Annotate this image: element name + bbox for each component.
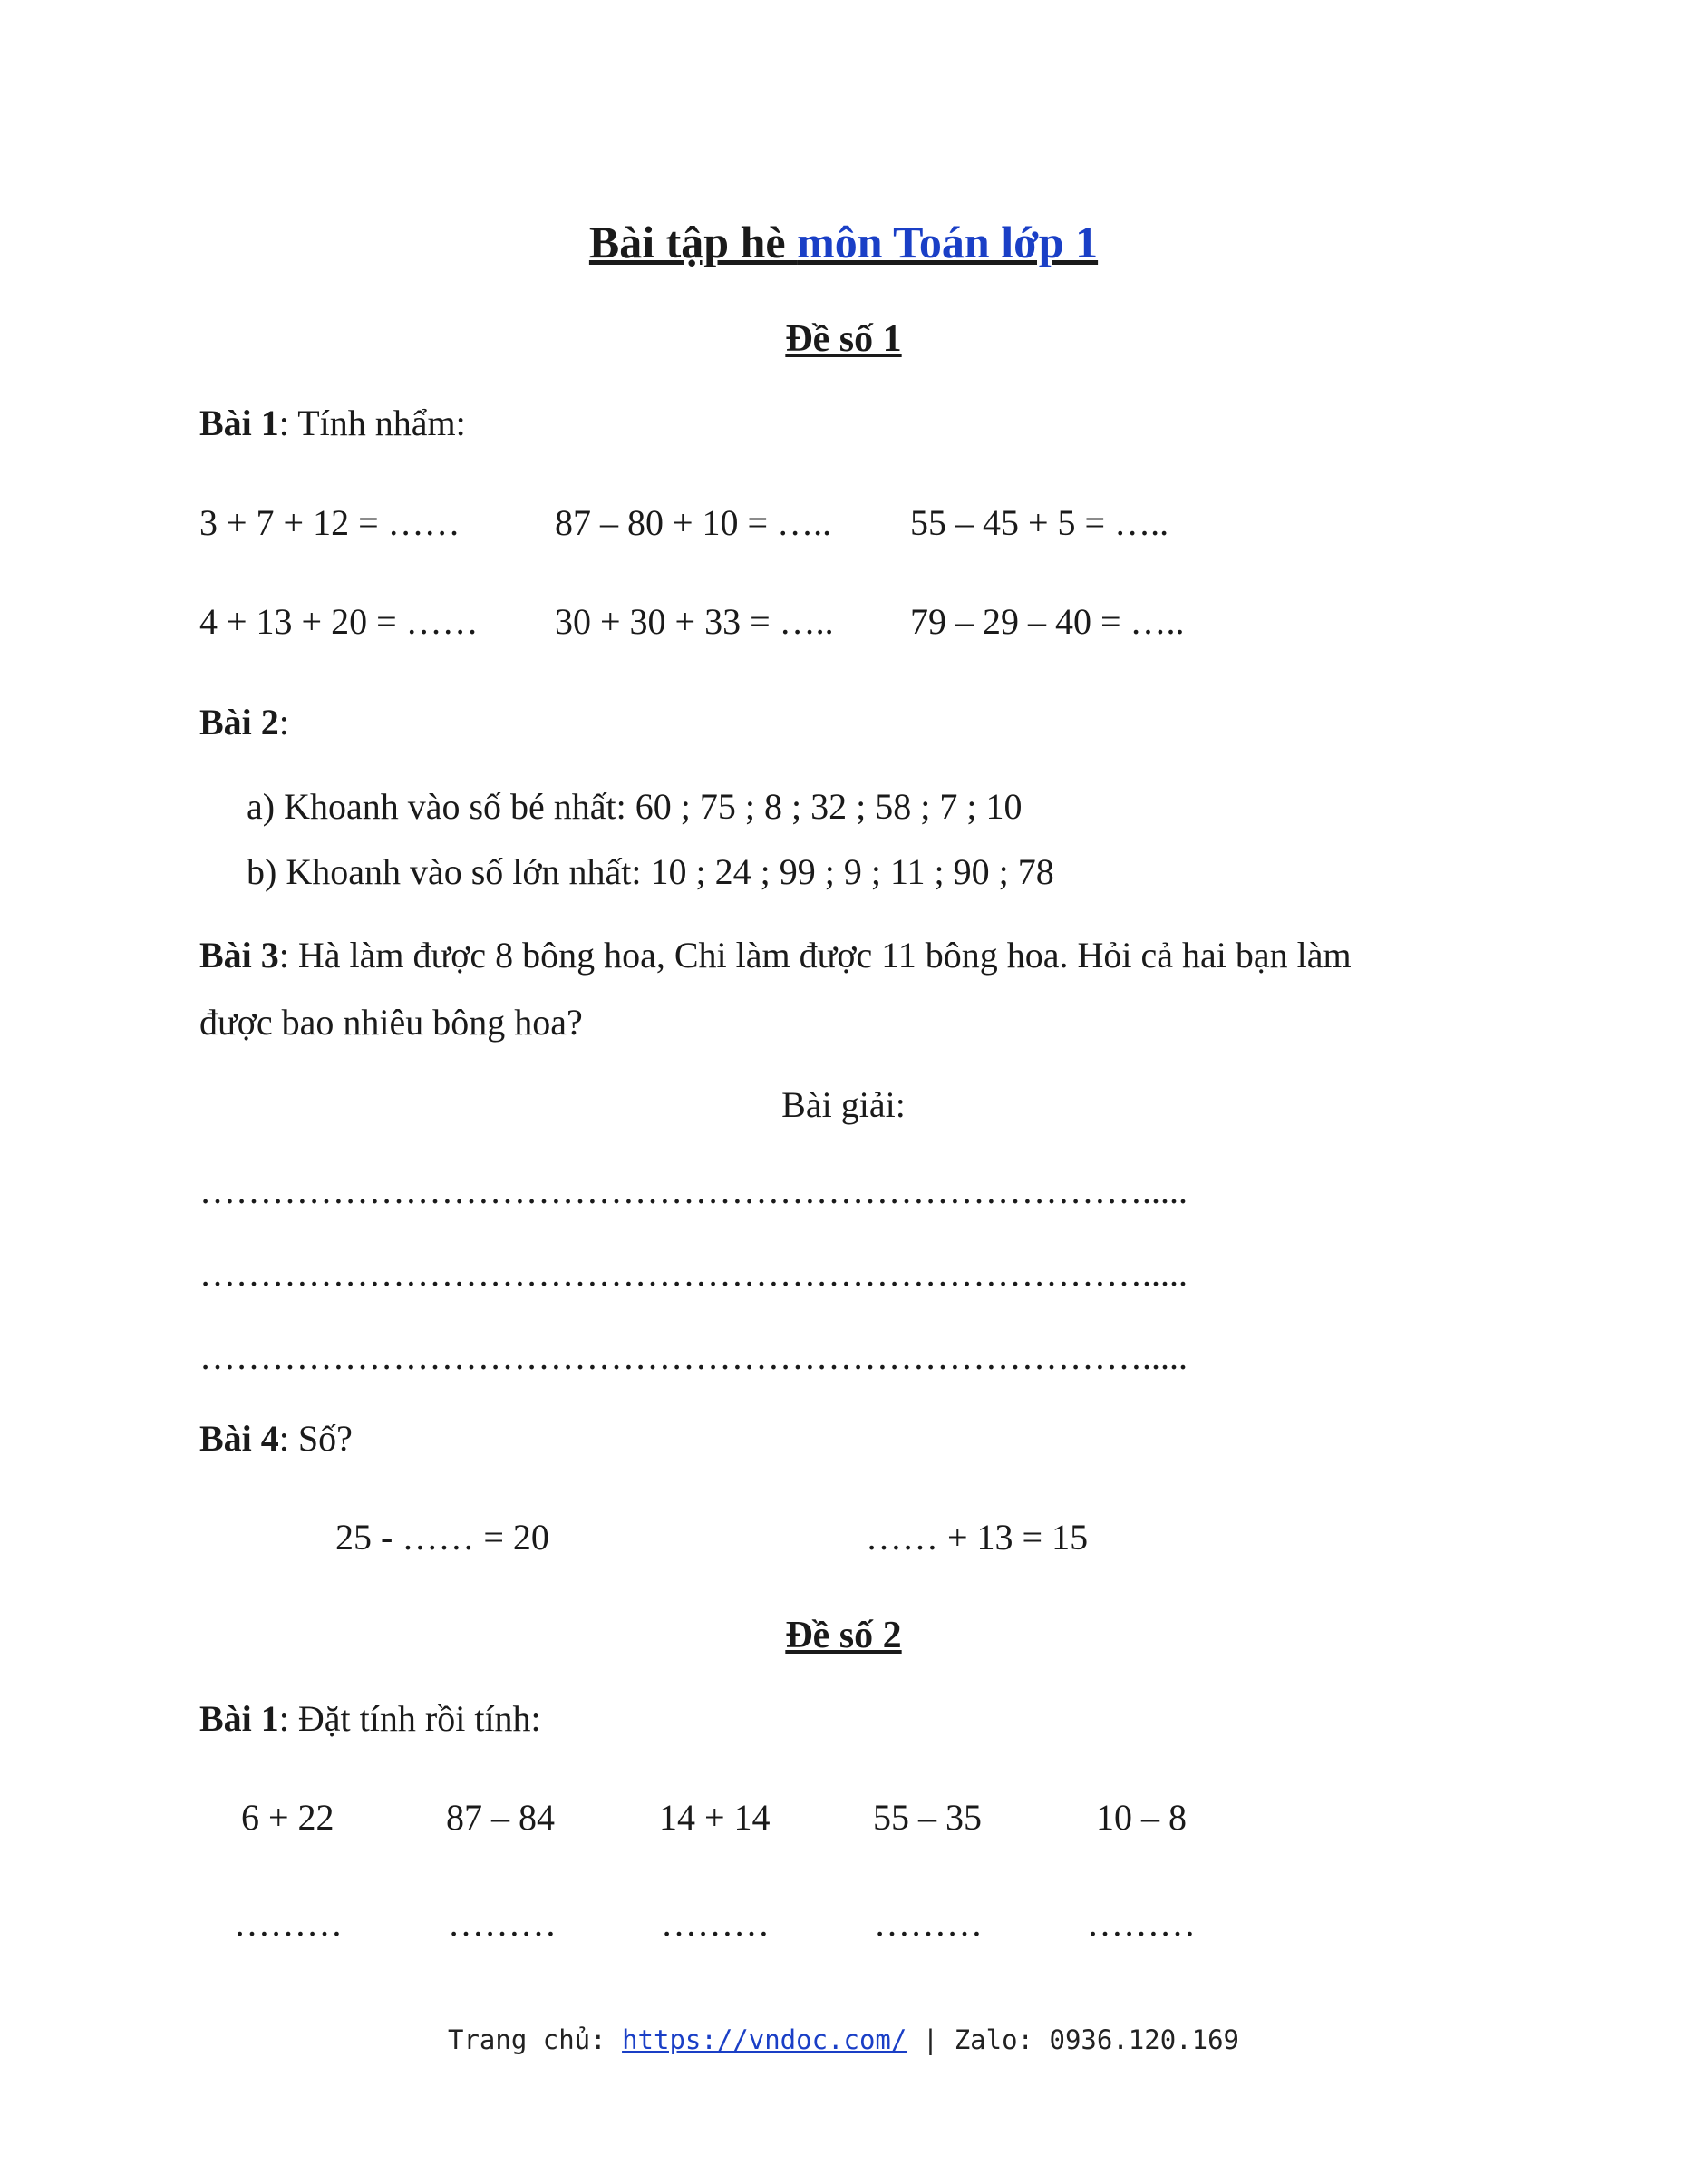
- de1-bai4-eq-2: …… + 13 = 15: [866, 1517, 1089, 1558]
- de2-bai1-blank-2[interactable]: ………: [448, 1903, 557, 1944]
- de1-bai3-label: Bài 3: [199, 935, 279, 976]
- de1-bai3-text-cont: được bao nhiêu bông hoa?: [199, 1002, 583, 1043]
- de1-bai2-a: a) Khoanh vào số bé nhất: 60 ; 75 ; 8 ; 32 ; 58 ; 7 ; 10: [247, 786, 1023, 827]
- footer-homepage-link[interactable]: https://vndoc.com/: [622, 2024, 907, 2055]
- de1-bai1-prompt: [199, 402, 466, 444]
- de1-bai3-solution-label: Bài giải:: [781, 1084, 906, 1125]
- de1-bai3-prompt: [199, 934, 1352, 976]
- de2-bai1-text: : Đặt tính rồi tính:: [278, 1698, 541, 1739]
- de1-bai2-text: :: [278, 702, 289, 743]
- de2-bai1-blank-5[interactable]: ………: [1087, 1903, 1196, 1944]
- de2-bai1-prompt: [199, 1697, 541, 1740]
- de1-bai1-expr-3: 55 – 45 + 5 = …..: [910, 502, 1169, 543]
- de2-bai1-expr-2: 87 – 84: [446, 1797, 555, 1838]
- de1-bai1-expr-4: 4 + 13 + 20 = ……: [199, 601, 479, 642]
- de2-bai1-blank-1[interactable]: ………: [234, 1903, 343, 1944]
- de1-bai4-eq-1: 25 - …… = 20: [335, 1517, 549, 1558]
- de1-bai2-label: Bài 2: [199, 702, 279, 743]
- section-heading-de2: Đề số 2: [785, 1615, 902, 1656]
- de1-bai1-text: : Tính nhẩm:: [278, 403, 466, 443]
- de2-bai1-label: Bài 1: [199, 1698, 279, 1739]
- de1-bai1-expr-5: 30 + 30 + 33 = …..: [555, 601, 834, 642]
- de2-bai1-expr-1: 6 + 22: [241, 1797, 334, 1838]
- de1-bai1-expr-2: 87 – 80 + 10 = …..: [555, 502, 832, 543]
- de1-bai2-b: b) Khoanh vào số lớn nhất: 10 ; 24 ; 99 ; 9 ; 11 ; 90 ; 78: [247, 851, 1054, 892]
- de1-bai3-text: : Hà làm được 8 bông hoa, Chi làm được 11 bông hoa. Hỏi cả hai bạn làm: [278, 935, 1352, 976]
- section-heading-de1: Đề số 1: [785, 318, 902, 360]
- de1-bai1-expr-1: 3 + 7 + 12 = ……: [199, 502, 461, 543]
- footer-prefix: Trang chủ:: [448, 2024, 623, 2055]
- de1-bai4-label: Bài 4: [199, 1418, 279, 1459]
- answer-line-2[interactable]: …………………………………………………………………….....: [199, 1253, 1188, 1294]
- answer-line-3[interactable]: …………………………………………………………………….....: [199, 1336, 1188, 1377]
- de2-bai1-blank-3[interactable]: ………: [661, 1903, 770, 1944]
- de1-bai1-label: Bài 1: [199, 403, 279, 443]
- page-title: [0, 216, 1687, 268]
- page-footer: [0, 2024, 1687, 2055]
- de1-bai4-text: : Số?: [278, 1418, 353, 1459]
- de1-bai2-prompt: [199, 701, 289, 743]
- de2-bai1-expr-3: 14 + 14: [659, 1797, 771, 1838]
- de2-bai1-blank-4[interactable]: ………: [874, 1903, 983, 1944]
- answer-line-1[interactable]: …………………………………………………………………….....: [199, 1170, 1188, 1211]
- title-link[interactable]: môn Toán lớp 1: [797, 217, 1099, 267]
- de1-bai1-expr-6: 79 – 29 – 40 = …..: [910, 601, 1185, 642]
- de1-bai4-prompt: [199, 1417, 353, 1460]
- footer-suffix: | Zalo: 0936.120.169: [907, 2024, 1239, 2055]
- de2-bai1-expr-5: 10 – 8: [1096, 1797, 1187, 1838]
- de2-bai1-expr-4: 55 – 35: [873, 1797, 982, 1838]
- title-text: Bài tập hè: [588, 217, 798, 267]
